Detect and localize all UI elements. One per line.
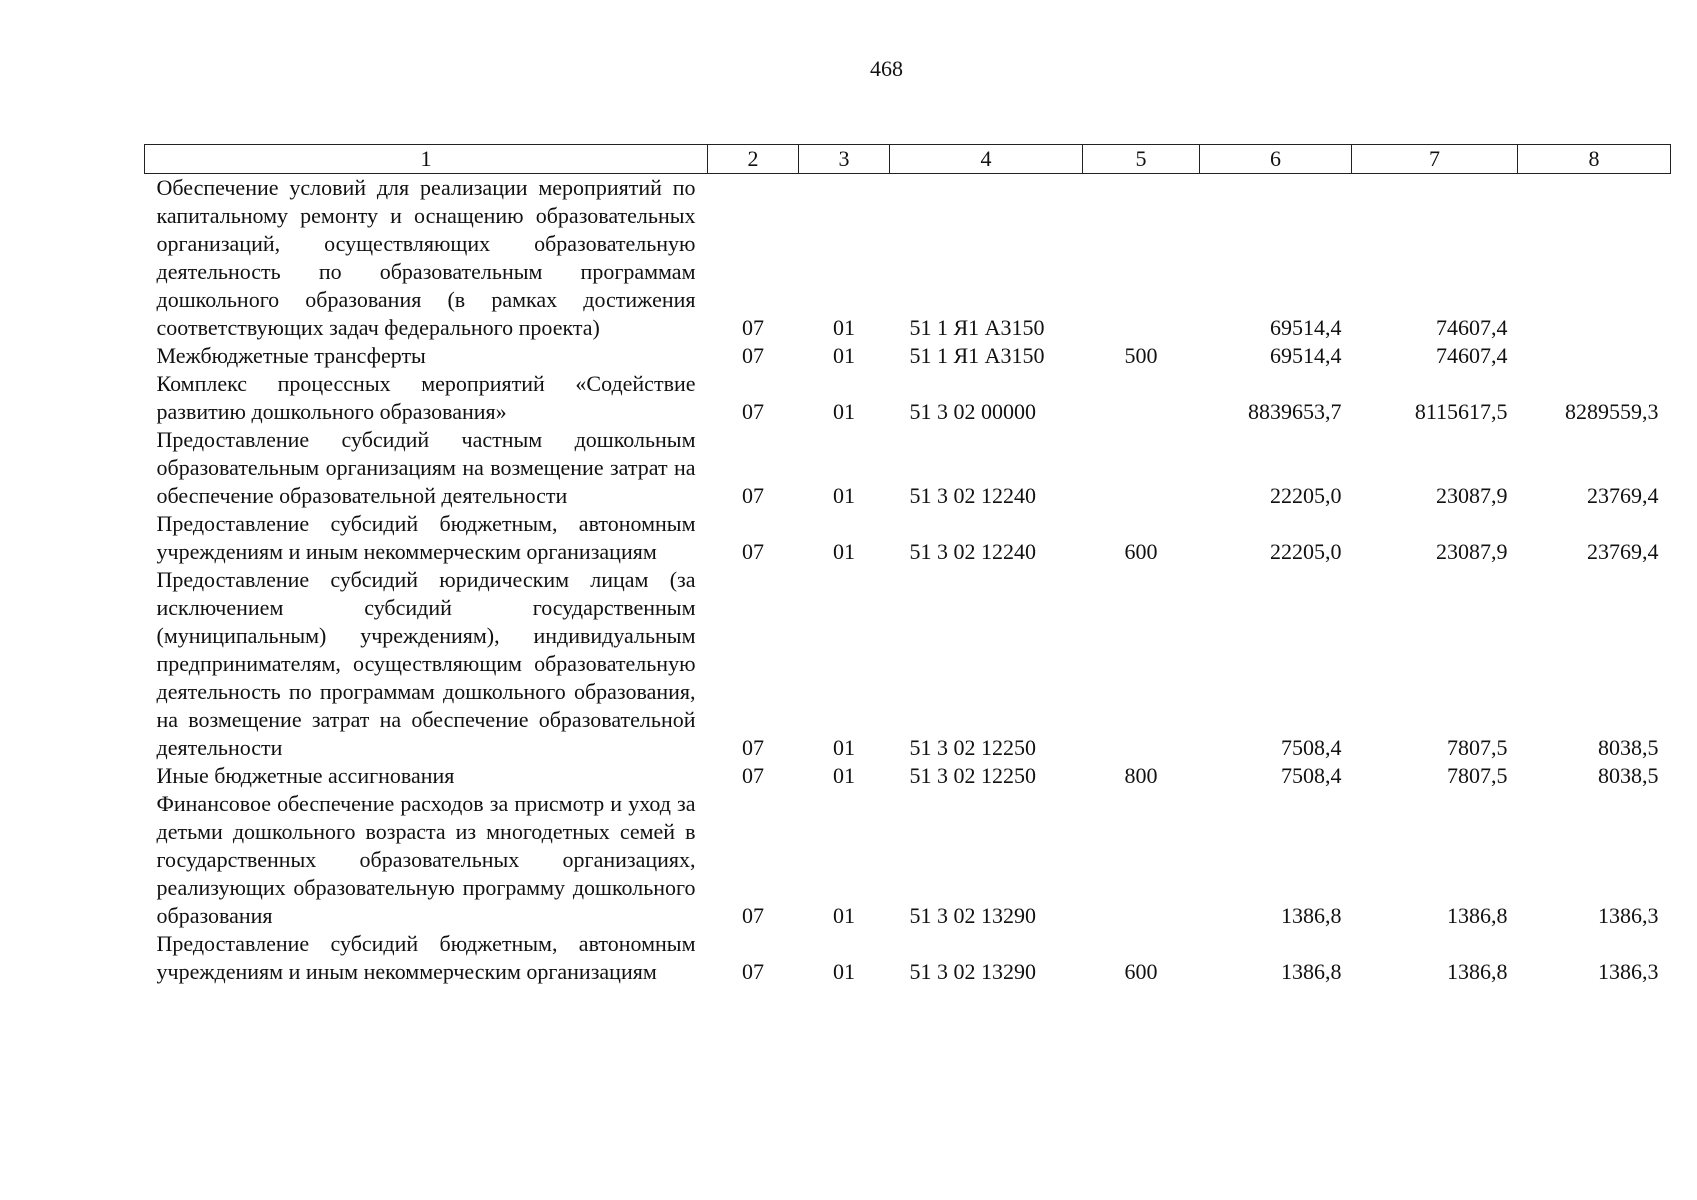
row-amount-7: 7807,5 [1447, 735, 1508, 760]
row-subsection: 01 [833, 539, 855, 564]
row-amount-6: 7508,4 [1281, 735, 1342, 760]
budget-table [144, 144, 1671, 986]
row-section: 07 [742, 343, 764, 368]
row-description: Комплекс процессных мероприятий «Содействие развитию дошкольного образования» [156, 371, 696, 424]
row-amount-8 [1518, 174, 1671, 343]
row-section: 07 [742, 903, 764, 928]
row-amount-8: 1386,3 [1598, 959, 1659, 984]
row-amount-6: 7508,4 [1281, 763, 1342, 788]
row-description: Межбюджетные трансферты [156, 343, 426, 368]
row-description: Предоставление субсидий юридическим лицам (за исключением субсидий государственным (муниципальным) учреждениям), индивидуальным предпринимателям, осуществляющим образовательную деятельность по программам дошкольного образования, на возмещение затрат на обеспечение образовательной деятельности [156, 567, 696, 760]
row-subsection: 01 [833, 903, 855, 928]
header-cell-6: 6 [1200, 145, 1352, 174]
row-target-code: 51 3 02 12240 [909, 539, 1036, 564]
row-subsection: 01 [833, 343, 855, 368]
row-subsection: 01 [833, 959, 855, 984]
header-cell-5: 5 [1083, 145, 1200, 174]
row-target-code: 51 1 Я1 А3150 [909, 343, 1045, 368]
row-description: Предоставление субсидий частным дошкольным образовательным организациям на возмещение затрат на обеспечение образовательной деятельности [156, 427, 696, 508]
table-body [145, 174, 1671, 987]
row-section: 07 [742, 539, 764, 564]
header-cell-1: 1 [145, 145, 708, 174]
row-amount-6: 69514,4 [1270, 315, 1342, 340]
row-amount-6: 69514,4 [1270, 343, 1342, 368]
row-description: Финансовое обеспечение расходов за присмотр и уход за детьми дошкольного возраста из многодетных семей в государственных образовательных организациях, реализующих образовательную программу дошкольного образования [156, 791, 696, 928]
row-target-code: 51 3 02 13290 [909, 959, 1036, 984]
page-number: 468 [870, 56, 903, 81]
row-section: 07 [742, 763, 764, 788]
row-section: 07 [742, 315, 764, 340]
header-cell-2: 2 [708, 145, 799, 174]
row-target-code: 51 3 02 12250 [909, 763, 1036, 788]
row-description: Иные бюджетные ассигнования [156, 763, 455, 788]
row-description: Предоставление субсидий бюджетным, автономным учреждениям и иным некоммерческим организациям [156, 511, 696, 564]
table-row [145, 370, 1671, 426]
row-target-code: 51 3 02 12250 [909, 735, 1036, 760]
table-row [145, 790, 1671, 930]
row-amount-8 [1518, 342, 1671, 370]
table-row [145, 342, 1671, 370]
row-amount-7: 23087,9 [1436, 539, 1508, 564]
row-expense-type [1083, 566, 1200, 762]
header-cell-4: 4 [890, 145, 1083, 174]
table-row [145, 566, 1671, 762]
row-amount-7: 74607,4 [1436, 343, 1508, 368]
row-expense-type [1083, 370, 1200, 426]
row-amount-6: 22205,0 [1270, 483, 1342, 508]
table-row [145, 426, 1671, 510]
row-amount-6: 22205,0 [1270, 539, 1342, 564]
row-subsection: 01 [833, 763, 855, 788]
header-row [145, 145, 1671, 174]
row-description: Предоставление субсидий бюджетным, автономным учреждениям и иным некоммерческим организациям [156, 931, 696, 984]
row-subsection: 01 [833, 315, 855, 340]
row-expense-type: 500 [1124, 343, 1158, 368]
row-amount-6: 1386,8 [1281, 959, 1342, 984]
row-target-code: 51 1 Я1 А3150 [909, 315, 1045, 340]
row-expense-type: 800 [1124, 763, 1158, 788]
row-amount-7: 7807,5 [1447, 763, 1508, 788]
row-amount-7: 8115617,5 [1414, 399, 1508, 424]
row-amount-6: 1386,8 [1281, 903, 1342, 928]
row-amount-7: 1386,8 [1447, 903, 1508, 928]
row-section: 07 [742, 735, 764, 760]
table-row [145, 930, 1671, 986]
row-expense-type: 600 [1124, 959, 1158, 984]
header-cell-7: 7 [1352, 145, 1518, 174]
row-expense-type [1083, 174, 1200, 343]
table-row [145, 174, 1671, 343]
row-target-code: 51 3 02 12240 [909, 483, 1036, 508]
row-amount-8: 23769,4 [1587, 539, 1659, 564]
row-amount-8: 1386,3 [1598, 903, 1659, 928]
row-amount-7: 1386,8 [1447, 959, 1508, 984]
row-section: 07 [742, 399, 764, 424]
header-cell-3: 3 [799, 145, 890, 174]
row-section: 07 [742, 959, 764, 984]
row-amount-7: 74607,4 [1436, 315, 1508, 340]
row-subsection: 01 [833, 735, 855, 760]
row-target-code: 51 3 02 00000 [909, 399, 1036, 424]
row-amount-8: 8289559,3 [1565, 399, 1659, 424]
table-row [145, 762, 1671, 790]
row-amount-8: 23769,4 [1587, 483, 1659, 508]
row-expense-type: 600 [1124, 539, 1158, 564]
row-amount-6: 8839653,7 [1248, 399, 1342, 424]
header-cell-8: 8 [1518, 145, 1671, 174]
row-section: 07 [742, 483, 764, 508]
table-header [145, 145, 1671, 174]
row-amount-8: 8038,5 [1598, 763, 1659, 788]
row-subsection: 01 [833, 483, 855, 508]
row-expense-type [1083, 426, 1200, 510]
row-description: Обеспечение условий для реализации мероприятий по капитальному ремонту и оснащению образовательных организаций, осуществляющих образовательную деятельность по образовательным программам дошкольного образования (в рамках достижения соответствующих задач федерального проекта) [156, 175, 696, 340]
row-amount-7: 23087,9 [1436, 483, 1508, 508]
table-row [145, 510, 1671, 566]
row-target-code: 51 3 02 13290 [909, 903, 1036, 928]
row-expense-type [1083, 790, 1200, 930]
row-amount-8: 8038,5 [1598, 735, 1659, 760]
row-subsection: 01 [833, 399, 855, 424]
